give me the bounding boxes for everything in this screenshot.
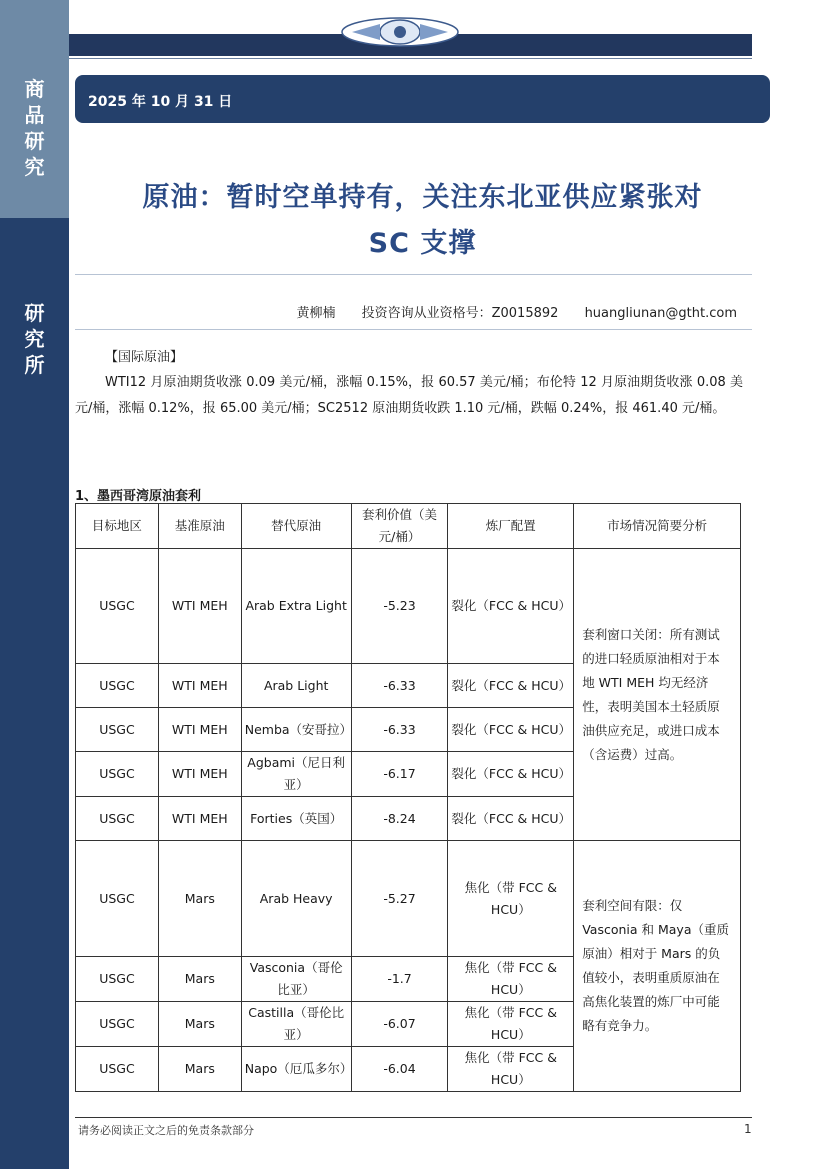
cell-benchmark: WTI MEH (158, 752, 241, 797)
cell-alternative: Vasconia（哥伦比亚） (241, 957, 351, 1002)
cell-benchmark: WTI MEH (158, 664, 241, 708)
cell-arb-value: -5.27 (351, 841, 448, 957)
title-line-1: 原油：暂时空单持有，关注东北亚供应紧张对 (142, 182, 703, 213)
cell-arb-value: -6.33 (351, 664, 448, 708)
header-alternative: 替代原油 (241, 504, 351, 549)
header-analysis: 市场情况简要分析 (574, 504, 741, 549)
cell-benchmark: WTI MEH (158, 797, 241, 841)
sidebar-char: 品 (24, 103, 45, 127)
header-benchmark: 基准原油 (158, 504, 241, 549)
cell-refinery: 焦化（带 FCC & HCU） (448, 1002, 574, 1047)
header-refinery: 炼厂配置 (448, 504, 574, 549)
cell-refinery: 裂化（FCC & HCU） (448, 549, 574, 664)
cell-region: USGC (76, 797, 159, 841)
cell-analysis-light: 套利窗口关闭：所有测试的进口轻质原油相对于本地 WTI MEH 均无经济性，表明美国本土轻质原油供应充足，或进口成本（含运费）过高。 (574, 549, 741, 841)
cell-benchmark: Mars (158, 841, 241, 957)
cell-benchmark: WTI MEH (158, 708, 241, 752)
author-license: 投资咨询从业资格号：Z0015892 (361, 306, 559, 321)
cell-region: USGC (76, 664, 159, 708)
report-date: 2025 年 10 月 31 日 (88, 94, 233, 110)
author-info (75, 302, 737, 321)
cell-alternative: Forties（英国） (241, 797, 351, 841)
cell-refinery: 裂化（FCC & HCU） (448, 797, 574, 841)
title-rule (75, 274, 752, 275)
sidebar-category-label (0, 76, 69, 180)
header-divider (69, 58, 752, 59)
sidebar-char: 商 (24, 77, 45, 101)
cell-region: USGC (76, 957, 159, 1002)
cell-arb-value: -6.04 (351, 1047, 448, 1092)
sidebar-char: 研 (24, 129, 45, 153)
cell-refinery: 焦化（带 FCC & HCU） (448, 841, 574, 957)
cell-refinery: 裂化（FCC & HCU） (448, 664, 574, 708)
author-name: 黄柳楠 (296, 306, 336, 321)
arbitrage-table (75, 503, 741, 1092)
report-title (75, 175, 770, 267)
cell-benchmark: WTI MEH (158, 549, 241, 664)
section-tag: 【国际原油】 (105, 350, 184, 365)
table-row (76, 841, 741, 957)
cell-refinery: 裂化（FCC & HCU） (448, 752, 574, 797)
arbitrage-subheading: 1、墨西哥湾原油套利 (75, 489, 202, 504)
header-region: 目标地区 (76, 504, 159, 549)
cell-alternative: Arab Light (241, 664, 351, 708)
sidebar-char: 所 (24, 353, 45, 377)
cell-alternative: Napo（厄瓜多尔） (241, 1047, 351, 1092)
author-rule (75, 329, 752, 330)
cell-analysis-heavy: 套利空间有限：仅 Vasconia 和 Maya（重质原油）相对于 Mars 的负值较小，表明重质原油在高焦化装置的炼厂中可能略有竞争力。 (574, 841, 741, 1092)
cell-benchmark: Mars (158, 1047, 241, 1092)
cell-arb-value: -5.23 (351, 549, 448, 664)
cell-alternative: Agbami（尼日利亚） (241, 752, 351, 797)
sidebar-char: 究 (24, 155, 45, 179)
cell-refinery: 焦化（带 FCC & HCU） (448, 957, 574, 1002)
cell-alternative: Arab Heavy (241, 841, 351, 957)
cell-refinery: 焦化（带 FCC & HCU） (448, 1047, 574, 1092)
page-number: 1 (744, 1122, 752, 1136)
header-arb-value: 套利价值（美元/桶） (351, 504, 448, 549)
cell-alternative: Arab Extra Light (241, 549, 351, 664)
cell-region: USGC (76, 1002, 159, 1047)
footer-disclaimer: 请务必阅读正文之后的免责条款部分 (78, 1124, 254, 1137)
author-email[interactable]: huangliunan@gtht.com (584, 306, 737, 321)
cell-region: USGC (76, 752, 159, 797)
cell-alternative: Nemba（安哥拉） (241, 708, 351, 752)
cell-region: USGC (76, 1047, 159, 1092)
company-emblem-icon (330, 14, 470, 50)
sidebar-char: 究 (24, 327, 45, 351)
sidebar-char: 研 (24, 301, 45, 325)
cell-arb-value: -8.24 (351, 797, 448, 841)
sidebar-institute-label (0, 300, 69, 378)
cell-region: USGC (76, 708, 159, 752)
cell-region: USGC (76, 549, 159, 664)
market-summary-paragraph: WTI12 月原油期货收涨 0.09 美元/桶，涨幅 0.15%，报 60.57 美元/桶；布伦特 12 月原油期货收涨 0.08 美元/桶，涨幅 0.12%，报 65.00 美元/桶；SC2512 原油期货收跌 1.10 元/桶，跌幅 0.24%，报 461.40 元/桶。 (75, 375, 743, 416)
cell-arb-value: -6.07 (351, 1002, 448, 1047)
table-row (76, 549, 741, 664)
cell-region: USGC (76, 841, 159, 957)
cell-alternative: Castilla（哥伦比亚） (241, 1002, 351, 1047)
cell-arb-value: -6.33 (351, 708, 448, 752)
cell-arb-value: -6.17 (351, 752, 448, 797)
footer-rule (75, 1117, 752, 1118)
cell-benchmark: Mars (158, 957, 241, 1002)
cell-benchmark: Mars (158, 1002, 241, 1047)
cell-arb-value: -1.7 (351, 957, 448, 1002)
title-line-2: SC 支撑 (368, 228, 477, 259)
cell-refinery: 裂化（FCC & HCU） (448, 708, 574, 752)
table-header-row (76, 504, 741, 549)
